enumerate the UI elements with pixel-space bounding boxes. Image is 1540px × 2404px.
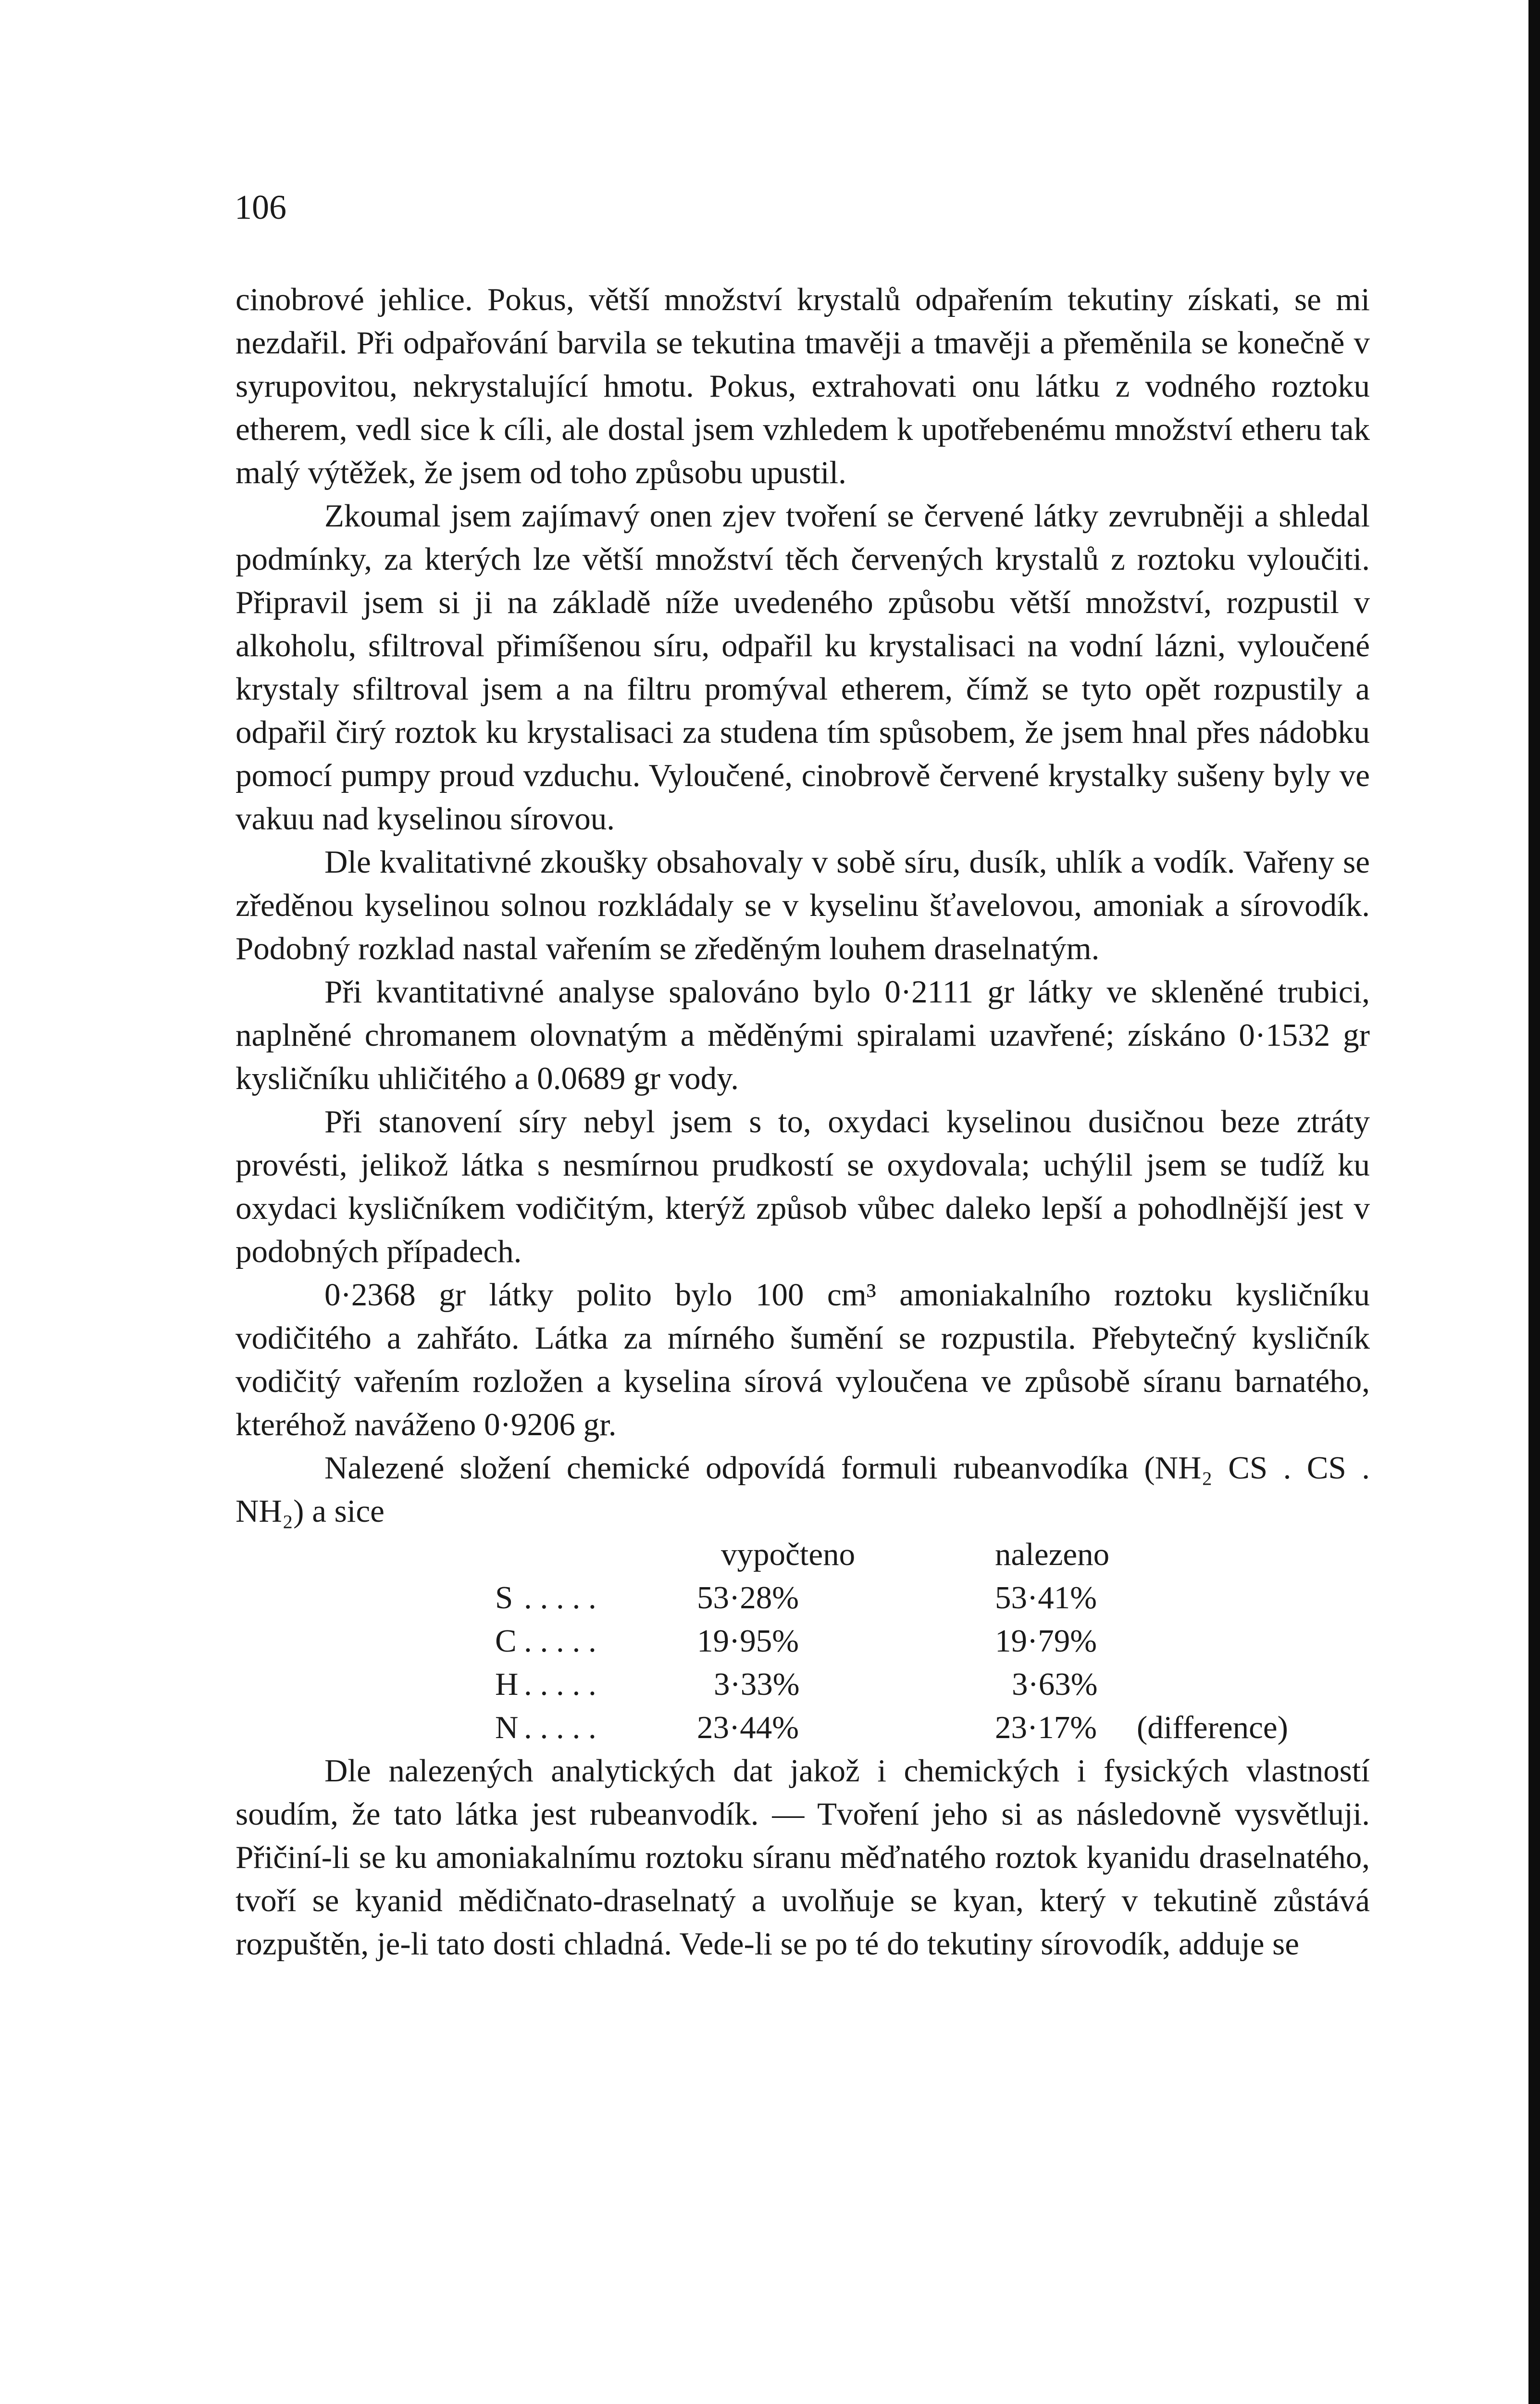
row-calculated: 53·28% (697, 1580, 799, 1615)
body-text (236, 278, 1370, 1966)
row-element: H (495, 1666, 519, 1702)
analysis-results-table (236, 1533, 1370, 1749)
header-found: nalezeno (995, 1537, 1110, 1572)
row-note: (difference) (1137, 1710, 1288, 1745)
header-calculated: vypočteno (721, 1537, 856, 1572)
row-element: N (495, 1710, 519, 1745)
row-dots: . . . . . (524, 1580, 596, 1615)
row-element: C (495, 1623, 517, 1659)
scan-edge (1528, 0, 1540, 2404)
row-found: 23·17% (995, 1710, 1097, 1745)
row-dots: . . . . . (524, 1623, 596, 1659)
paragraph-6: 0·2368 gr látky polito bylo 100 cm³ amoniakalního roztoku kysličníku vodičitého a zahřáto. Látka za mírného šumění se rozpustila. Přebytečný kysličník vodičitý vařením rozložen a kyselina sírová vyloučena ve způsobě síranu barnatého, kteréhož naváženo 0·9206 gr. (236, 1277, 1370, 1442)
paragraph-4: Při kvantitativné analyse spalováno bylo 0·2111 gr látky ve skleněné trubici, naplněné chromanem olovnatým a měděnými spiralami uzavřené; získáno 0·1532 gr kysličníku uhličitého a 0.0689 gr vody. (236, 974, 1370, 1096)
paragraph-7: Nalezené složení chemické odpovídá formuli rubeanvodíka (NH₂ CS . CS . NH₂) a sice (236, 1450, 1370, 1529)
row-calculated: 23·44% (697, 1710, 799, 1745)
paragraph-2: Zkoumal jsem zajímavý onen zjev tvoření se červené látky zevrubněji a shledal podmínky, za kterých lze větší množství těch červených krystalů z roztoku vyloučiti. Připravil jsem si ji na základě níže uvedeného způsobu větší množství, rozpustil v alkoholu, sfiltroval přimíšenou síru, odpařil ku krystalisaci na vodní lázni, vyloučené krystaly sfiltroval jsem a na filtru promýval etherem, čímž se tyto opět rozpustily a odpařil čirý roztok ku krystalisaci za studena tím spůsobem, že jsem hnal přes nádobku pomocí pumpy proud vzduchu. Vyloučené, cinobrově červené krystalky sušeny byly ve vakuu nad kyselinou sírovou. (236, 498, 1370, 837)
row-dots: . . . . . (524, 1710, 596, 1745)
page-number: 106 (235, 188, 286, 226)
paragraph-8: Dle nalezených analytických dat jakož i chemických i fysických vlastností soudím, že tato látka jest rubeanvodík. — Tvoření jeho si as následovně vysvětluji. Přičiní-li se ku amoniakalnímu roztoku síranu měďnatého roztok kyanidu draselnatého, tvoří se kyanid mědičnato-draselnatý a uvolňuje se kyan, který v tekutině zůstává rozpuštěn, je-li tato dosti chladná. Vede-li se po té do tekutiny sírovodík, adduje se (236, 1753, 1370, 1962)
row-calculated: 19·95% (697, 1623, 799, 1659)
row-found: 53·41% (995, 1580, 1097, 1615)
paragraph-1: cinobrové jehlice. Pokus, větší množství krystalů odpařením tekutiny získati, se mi nezdařil. Při odpařování barvila se tekutina tmavěji a tmavěji a přeměnila se konečně v syrupovitou, nekrystalující hmotu. Pokus, extrahovati onu látku z vodného roztoku etherem, vedl sice k cíli, ale dostal jsem vzhledem k upotřebenému množství etheru tak malý výtěžek, že jsem od toho způsobu upustil. (236, 282, 1370, 490)
paragraph-5: Při stanovení síry nebyl jsem s to, oxydaci kyselinou dusičnou beze ztráty provésti, jelikož látka s nesmírnou prudkostí se oxydovala; uchýlil jsem se tudíž ku oxydaci kysličníkem vodičitým, kterýž způsob vůbec daleko lepší a pohodlnější jest v podobných případech. (236, 1104, 1370, 1269)
row-found: 19·79% (995, 1623, 1097, 1659)
row-element: S (495, 1580, 513, 1615)
row-dots: . . . . . (524, 1666, 596, 1702)
row-calculated: 3·33% (714, 1666, 800, 1702)
row-found: 3·63% (1012, 1666, 1098, 1702)
paragraph-3: Dle kvalitativné zkoušky obsahovaly v sobě síru, dusík, uhlík a vodík. Vařeny se zředěnou kyselinou solnou rozkládaly se v kyselinu šťavelovou, amoniak a sírovodík. Podobný rozklad nastal vařením se zředěným louhem draselnatým. (236, 844, 1370, 966)
